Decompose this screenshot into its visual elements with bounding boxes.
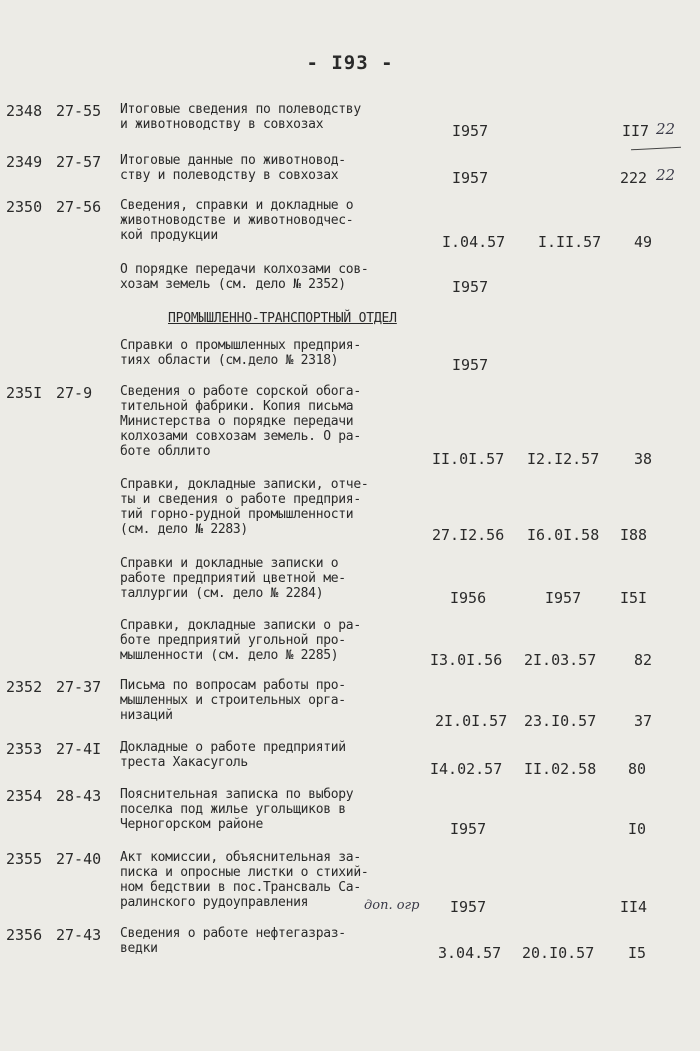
entry-start-date: I957 (452, 278, 489, 296)
entry-start-date: 27.I2.56 (432, 526, 505, 544)
entry-end-date: 20.I0.57 (522, 944, 595, 962)
entry-number: 235I (6, 384, 43, 402)
entry-start-date: 2I.0I.57 (435, 712, 508, 730)
entry-start-date: I957 (450, 898, 487, 916)
section-title: ПРОМЫШЛЕННО-ТРАНСПОРТНЫЙ ОТДЕЛ (168, 311, 397, 326)
entry-description: Пояснительная записка по выбору поселка под жилье угольщиков в Черногорском районе (120, 787, 354, 832)
entry-start-date: I957 (452, 169, 489, 187)
entry-sheet-count: 38 (634, 450, 653, 468)
entry-end-date: I2.I2.57 (527, 450, 600, 468)
entry-start-date: II.0I.57 (432, 450, 505, 468)
entry-description: Сведения о работе нефтегазраз- ведки (120, 926, 346, 956)
entry-code: 28-43 (56, 787, 102, 805)
entry-number: 2349 (6, 153, 43, 171)
entry-sheet-count: 49 (634, 233, 653, 251)
page-number: - I93 - (306, 52, 394, 74)
entry-sheet-count: I0 (628, 820, 647, 838)
entry-description: Сведения о работе сорской обога- тительной фабрики. Копия письма Министерства о порядке передачи колхозами совхозам земель. О ра- боте обллито (120, 384, 361, 459)
entry-start-date: I.04.57 (442, 233, 506, 251)
handwritten-underline (631, 147, 681, 151)
entry-end-date: I957 (545, 589, 582, 607)
entry-code: 27-9 (56, 384, 93, 402)
entry-number: 2355 (6, 850, 43, 868)
entry-start-date: I3.0I.56 (430, 651, 503, 669)
entry-end-date: I6.0I.58 (527, 526, 600, 544)
entry-number: 2352 (6, 678, 43, 696)
entry-description: Итоговые сведения по полеводству и животноводству в совхозах (120, 102, 361, 132)
entry-sheet-count: I5I (620, 589, 648, 607)
entry-code: 27-56 (56, 198, 102, 216)
entry-description: Докладные о работе предприятий треста Хакасуголь (120, 740, 346, 770)
entry-sheet-count: I5 (628, 944, 647, 962)
entry-start-date: I957 (452, 122, 489, 140)
entry-description: Письма по вопросам работы про- мышленных и строительных орга- низаций (120, 678, 346, 723)
entry-sheet-count: I88 (620, 526, 648, 544)
entry-number: 2356 (6, 926, 43, 944)
entry-description: Итоговые данные по животновод- ству и полеводству в совхозах (120, 153, 346, 183)
entry-code: 27-43 (56, 926, 102, 944)
handwritten-note: доп. огр (364, 898, 420, 913)
entry-end-date: 2I.03.57 (524, 651, 597, 669)
entry-sheet-count: II4 (620, 898, 648, 916)
entry-description: Акт комиссии, объяснительная за- писка и опросные листки о стихий- ном бедствии в пос.Трансваль Са- ралинского рудоуправления (120, 850, 369, 910)
handwritten-note: 22 (656, 166, 676, 184)
entry-description: О порядке передачи колхозами сов- хозам земель (см. дело № 2352) (120, 262, 369, 292)
entry-start-date: I4.02.57 (430, 760, 503, 778)
entry-description: Сведения, справки и докладные о животноводстве и животноводчес- кой продукции (120, 198, 354, 243)
entry-sheet-count: II7 (622, 122, 650, 140)
entry-end-date: I.II.57 (538, 233, 602, 251)
entry-number: 2350 (6, 198, 43, 216)
entry-code: 27-57 (56, 153, 102, 171)
entry-description: Справки, докладные записки о ра- боте предприятий угольной про- мышленности (см. дело № 2285) (120, 618, 361, 663)
entry-number: 2353 (6, 740, 43, 758)
entry-description: Справки и докладные записки о работе предприятий цветной ме- таллургии (см. дело № 2284) (120, 556, 346, 601)
entry-start-date: 3.04.57 (438, 944, 502, 962)
entry-number: 2348 (6, 102, 43, 120)
handwritten-note: 22 (656, 120, 676, 138)
entry-description: Справки, докладные записки, отче- ты и сведения о работе предприя- тий горно-рудной промышленности (см. дело № 2283) (120, 477, 369, 537)
entry-start-date: I957 (450, 820, 487, 838)
entry-end-date: 23.I0.57 (524, 712, 597, 730)
entry-end-date: II.02.58 (524, 760, 597, 778)
entry-number: 2354 (6, 787, 43, 805)
entry-description: Справки о промышленных предприя- тиях области (см.дело № 2318) (120, 338, 361, 368)
entry-code: 27-40 (56, 850, 102, 868)
entry-start-date: I957 (452, 356, 489, 374)
entry-sheet-count: 222 (620, 169, 648, 187)
entry-sheet-count: 37 (634, 712, 653, 730)
entry-start-date: I956 (450, 589, 487, 607)
entry-sheet-count: 80 (628, 760, 647, 778)
entry-code: 27-4I (56, 740, 102, 758)
entry-code: 27-37 (56, 678, 102, 696)
entry-code: 27-55 (56, 102, 102, 120)
entry-sheet-count: 82 (634, 651, 653, 669)
